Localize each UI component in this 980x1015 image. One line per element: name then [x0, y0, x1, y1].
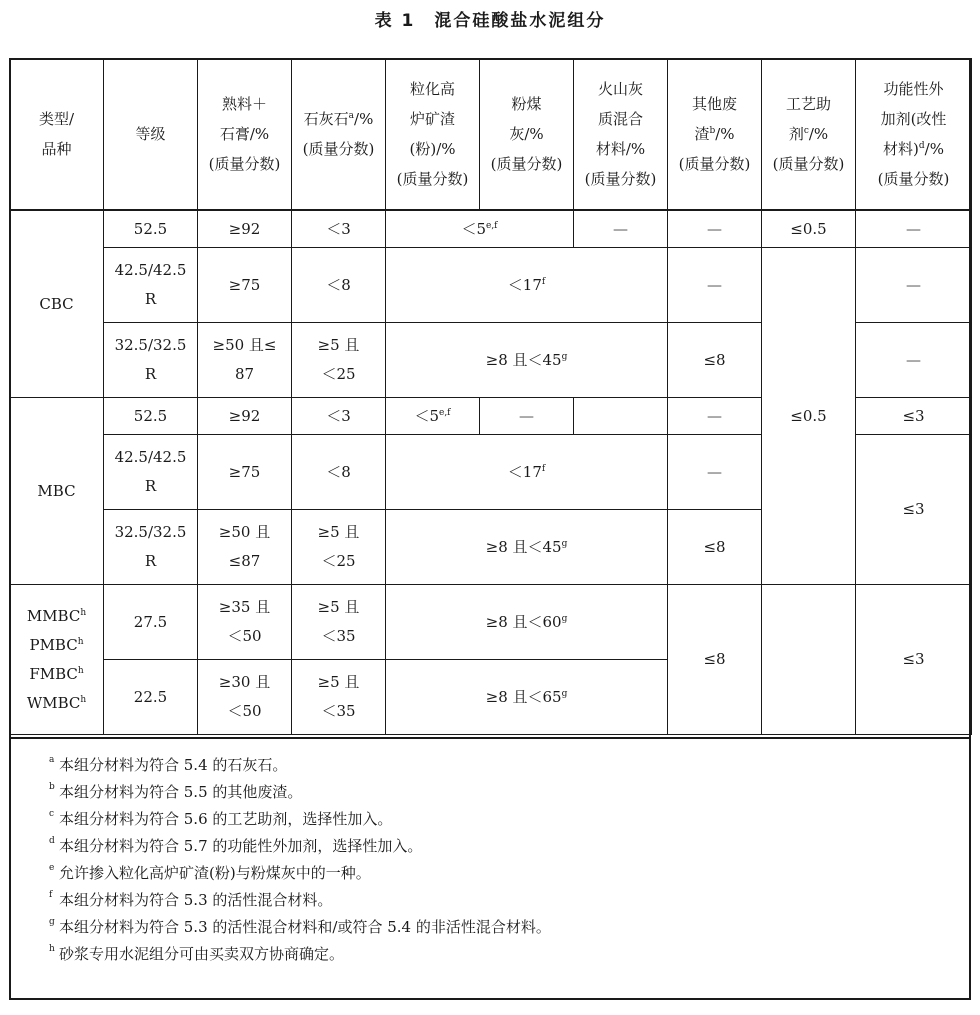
clinker-cell: ≥75 — [198, 435, 292, 510]
functional-cell: ≤3 — [856, 398, 972, 435]
limestone-cell: ≥5 且 ＜25 — [292, 510, 386, 585]
waste-cell: — — [668, 435, 762, 510]
table-title: 表 1 混合硅酸盐水泥组分 — [374, 11, 606, 31]
aid-cell: ≤0.5 — [762, 210, 856, 248]
group-mbc: MBC — [10, 398, 104, 585]
mixed-material-cell: ≥8 且$<45^g$ — [386, 323, 668, 398]
grade-cell: 52.5 — [104, 210, 198, 248]
footnote-f: f 本组分材料为符合 5.3 的活性混合材料。 — [49, 890, 333, 909]
mixed-material-cell: ≥8 且$<65^g$ — [386, 660, 668, 735]
footnote-d: d 本组分材料为符合 5.7 的功能性外加剂，选择性加入。 — [49, 836, 423, 855]
header-functional-additive: 功能性外 加剂(改性 材料)$^d$/% (质量分数) — [856, 59, 972, 211]
waste-cell: — — [668, 398, 762, 435]
volcanic-cell: — — [574, 210, 668, 248]
waste-cell-merged: ≤8 — [668, 585, 762, 735]
group-special: MMBC$^h$ PMBC$^h$ FMBC$^h$ WMBC$^h$ — [10, 585, 104, 735]
limestone-cell: ＜3 — [292, 210, 386, 248]
composition-table — [9, 58, 972, 735]
clinker-cell: ≥92 — [198, 398, 292, 435]
limestone-cell: ＜3 — [292, 398, 386, 435]
header-limestone: 石灰石$^a$/% (质量分数) — [292, 59, 386, 211]
grade-cell: 27.5 — [104, 585, 198, 660]
header-clinker: 熟料＋ 石膏/% (质量分数) — [198, 59, 292, 211]
mixed-material-cell: ≥8 且$<45^g$ — [386, 510, 668, 585]
limestone-cell: ≥5 且 ＜35 — [292, 660, 386, 735]
waste-cell: ≤8 — [668, 323, 762, 398]
mixed-material-cell: $<17^f$ — [386, 435, 668, 510]
limestone-cell: ＜8 — [292, 435, 386, 510]
group-cbc: CBC — [10, 210, 104, 398]
footnote-c: c 本组分材料为符合 5.6 的工艺助剂，选择性加入。 — [49, 809, 393, 828]
functional-cell: — — [856, 323, 972, 398]
functional-cell-merged: ≤3 — [856, 435, 972, 585]
table-row — [10, 248, 972, 323]
header-process-aid: 工艺助 剂$^c$/% (质量分数) — [762, 59, 856, 211]
header-slag: 粒化高 炉矿渣 (粉)/% (质量分数) — [386, 59, 480, 211]
aid-cell-merged: ≤0.5 — [762, 248, 856, 585]
slag-cell: $<5^{e,f}$ — [386, 398, 480, 435]
footnotes — [11, 737, 969, 998]
grade-cell: 32.5/32.5 R — [104, 323, 198, 398]
functional-cell: — — [856, 210, 972, 248]
limestone-cell: ＜8 — [292, 248, 386, 323]
grade-cell: 42.5/42.5 R — [104, 248, 198, 323]
grade-cell: 52.5 — [104, 398, 198, 435]
limestone-cell: ≥5 且 ＜35 — [292, 585, 386, 660]
clinker-cell: ≥35 且 ＜50 — [198, 585, 292, 660]
grade-cell: 22.5 — [104, 660, 198, 735]
footnote-e: e 允许掺入粒化高炉矿渣(粉)与粉煤灰中的一种。 — [49, 863, 371, 882]
clinker-cell: ≥75 — [198, 248, 292, 323]
header-fly-ash: 粉煤 灰/% (质量分数) — [480, 59, 574, 211]
header-grade: 等级 — [104, 59, 198, 211]
slag-flyash-cell: $<5^{e,f}$ — [386, 210, 574, 248]
header-type: 类型/ 品种 — [10, 59, 104, 211]
footnote-h: h 砂浆专用水泥组分可由买卖双方协商确定。 — [49, 944, 345, 963]
functional-cell-merged: ≤3 — [856, 585, 972, 735]
waste-cell: — — [668, 248, 762, 323]
clinker-cell: ≥50 且 ≤87 — [198, 510, 292, 585]
mixed-material-cell: $<17^f$ — [386, 248, 668, 323]
waste-cell: — — [668, 210, 762, 248]
header-other-waste: 其他废 渣$^b$/% (质量分数) — [668, 59, 762, 211]
header-volcanic: 火山灰 质混合 材料/% (质量分数) — [574, 59, 668, 211]
table-row — [10, 585, 972, 660]
grade-cell: 32.5/32.5 R — [104, 510, 198, 585]
clinker-cell: ≥92 — [198, 210, 292, 248]
volcanic-cell — [574, 398, 668, 435]
grade-cell: 42.5/42.5 R — [104, 435, 198, 510]
clinker-cell: ≥30 且 ＜50 — [198, 660, 292, 735]
footnote-g: g 本组分材料为符合 5.3 的活性混合材料和/或符合 5.4 的非活性混合材料。 — [49, 917, 551, 936]
waste-cell: ≤8 — [668, 510, 762, 585]
aid-cell-empty — [762, 585, 856, 735]
flyash-cell: — — [480, 398, 574, 435]
header-row — [10, 59, 972, 211]
footnote-a: a 本组分材料为符合 5.4 的石灰石。 — [49, 755, 288, 774]
functional-cell: — — [856, 248, 972, 323]
mixed-material-cell: ≥8 且$<60^g$ — [386, 585, 668, 660]
clinker-cell: ≥50 且≤ 87 — [198, 323, 292, 398]
footnote-b: b 本组分材料为符合 5.5 的其他废渣。 — [49, 782, 303, 801]
table-row — [10, 210, 972, 248]
limestone-cell: ≥5 且 ＜25 — [292, 323, 386, 398]
